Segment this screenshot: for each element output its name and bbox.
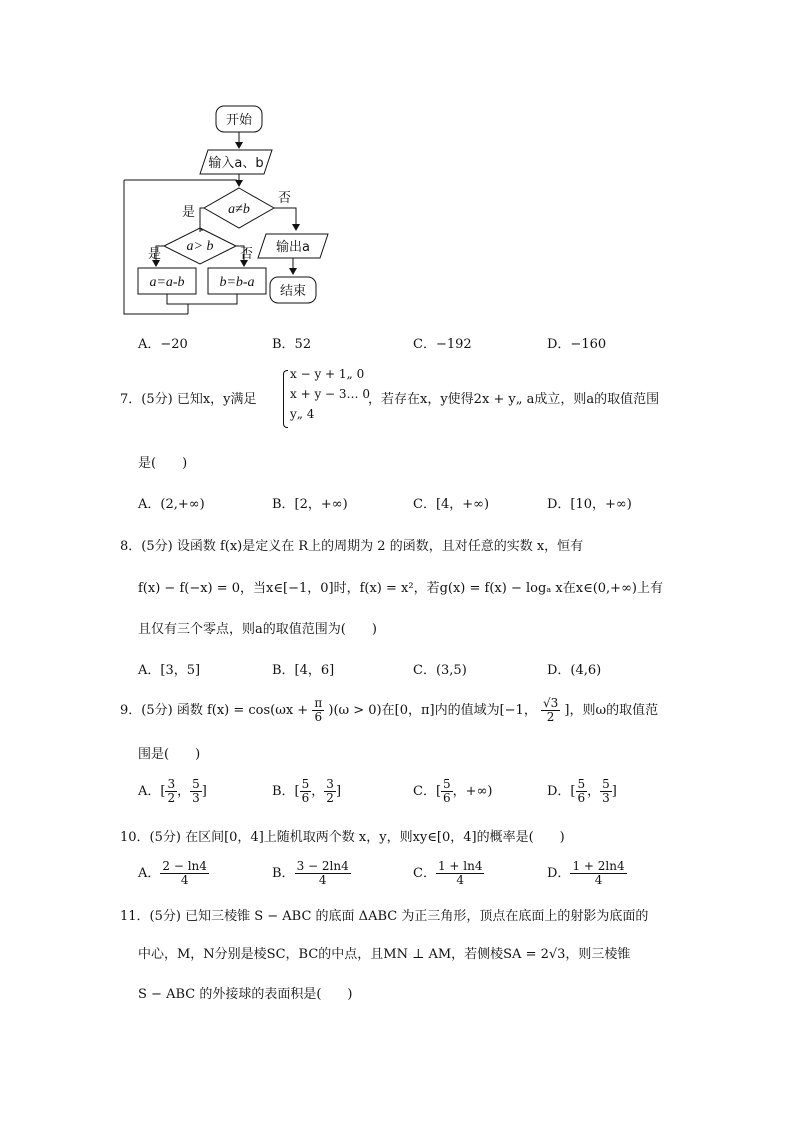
q9-option-a: A．[ $\frac{3}{2}$ ， $\frac{5}{3}$ ] <box>138 777 207 805</box>
q11-line1: 11．(5分) 已知三棱锥 S − ABC 的底面 ΔABC 为正三角形，顶点在底面上的射影为底面的 <box>120 909 649 924</box>
q8-option-a: A．[3，5] <box>138 663 201 678</box>
q10-b-num: 3 − 2ln4 <box>296 859 349 873</box>
q9-a-d2: 3 <box>192 791 200 805</box>
input-label: 输入a、b <box>208 156 264 171</box>
q10-line1: 10．(5分) 在区间[0，4]上随机取两个数 x，y，则xy∈[0，4]的概率是( ) <box>120 830 565 845</box>
no1-label: 否 <box>278 191 292 206</box>
q9-c-n1: 5 <box>443 777 451 791</box>
q9-prefix: 9．(5分) 函数 f(x) = cos(ωx + <box>120 703 309 718</box>
q7-sys-1: x − y + 1„ 0 <box>290 367 365 381</box>
q11-line3: S − ABC 的外接球的表面积是( ) <box>138 987 353 1002</box>
q9-b-d2: 2 <box>326 791 334 805</box>
q8-line3: 且仅有三个零点，则a的取值范围为( ) <box>138 622 377 637</box>
q9-a-frac2 <box>190 778 202 805</box>
yes1-label: 是 <box>182 205 196 220</box>
q9-line1 <box>120 694 658 728</box>
q10-a-num: 2 − ln4 <box>162 859 207 873</box>
q9-d-end: ] <box>611 784 617 799</box>
q7-option-c: C．[4，+∞) <box>413 497 490 512</box>
q9-d-frac1 <box>576 778 588 805</box>
q10-option-a <box>138 858 209 890</box>
q9-c-end: ，+∞) <box>452 784 493 799</box>
q9-mid: )(ω > 0)在[0，π]内的值域为[−1， <box>328 703 537 718</box>
q10-a-frac <box>160 860 209 887</box>
q10-d-frac <box>570 860 626 887</box>
q9-a-n2: 5 <box>192 777 200 791</box>
q7-option-a: A．(2,+∞) <box>138 497 205 512</box>
q8-line2: f(x) − f(−x) = 0，当x∈[−1，0]时，f(x) = x²，若g(x) = f(x) − logₐ x在x∈(0,+∞)上有 <box>138 581 663 596</box>
q9-a-end: ] <box>201 784 207 799</box>
q10-c-frac <box>436 860 485 887</box>
q6-option-b: B．52 <box>272 337 312 352</box>
q10-b-frac <box>295 860 351 887</box>
q9-b-label: B．[ <box>272 784 300 799</box>
q9-pi-over-6 <box>312 697 324 724</box>
q9-c-label: C．[ <box>413 784 442 799</box>
q9-sqrt3-over-2 <box>541 697 560 724</box>
q9-suffix: ]，则ω的取值范 <box>564 703 659 718</box>
q9-d-frac2 <box>600 778 612 805</box>
q6-option-c: C．−192 <box>413 337 472 352</box>
q8-option-b: B．[4，6] <box>272 663 335 678</box>
q7-brace <box>283 370 288 428</box>
q10-d-label: D． <box>547 866 571 881</box>
q10-c-num: 1 + ln4 <box>437 859 483 873</box>
q10-c-den: 4 <box>456 873 465 887</box>
q9-b-frac1 <box>300 778 312 805</box>
output-label: 输出a <box>276 240 310 255</box>
q7-prefix: 7．(5分) 已知x，y满足 <box>120 392 257 407</box>
flowchart <box>100 98 360 324</box>
end-label: 结束 <box>279 284 307 299</box>
q9-a-frac1 <box>165 778 177 805</box>
q10-d-num: 1 + 2ln4 <box>572 859 625 873</box>
cond1-label: a≠b <box>228 202 250 217</box>
q7-suffix: ，若存在x，y使得2x + y„ a成立，则a的取值范围 <box>368 392 660 407</box>
assign2-label: b=b-a <box>219 275 255 290</box>
q9-c-d1: 6 <box>443 791 451 805</box>
q7-sys-2: x + y − 3… 0 <box>290 387 370 401</box>
q10-b-den: 4 <box>318 873 327 887</box>
q7-system <box>290 364 370 424</box>
q6-option-a: A．−20 <box>138 337 188 352</box>
q10-d-den: 4 <box>594 873 603 887</box>
q9-two: 2 <box>546 710 555 724</box>
q9-line2: 围是( ) <box>138 747 201 762</box>
q7-option-b: B．[2，+∞) <box>272 497 348 512</box>
q9-b-end: ] <box>335 784 342 799</box>
q8-option-d: D．(4,6) <box>547 663 602 678</box>
q9-b-n2: 3 <box>326 777 334 791</box>
q10-option-b <box>272 858 351 890</box>
q7-sys-3: y„ 4 <box>290 407 315 421</box>
q9-pi: π <box>314 696 323 710</box>
q9-b-frac2 <box>324 778 336 805</box>
q9-a-label: A．[ <box>138 784 166 799</box>
no2-label: 否 <box>240 247 254 262</box>
q10-option-c <box>413 858 484 890</box>
q9-a-d1: 2 <box>167 791 176 805</box>
q9-a-n1: 3 <box>167 777 176 791</box>
q9-d-n2: 5 <box>602 777 610 791</box>
q8-option-c: C．(3,5) <box>413 663 467 678</box>
q9-option-b: B．[ $\frac{5}{6}$ ， $\frac{3}{2}$ ] <box>272 777 342 805</box>
q9-d-d2: 3 <box>602 791 610 805</box>
q9-b-d1: 6 <box>301 791 310 805</box>
q10-a-den: 4 <box>180 873 189 887</box>
q7-line2: 是( ) <box>138 456 188 471</box>
q10-a-label: A． <box>138 866 161 881</box>
yes2-label: 是 <box>148 247 162 262</box>
q9-sqrt3: √3 <box>542 696 559 710</box>
assign1-label: a=a-b <box>149 275 185 290</box>
q9-c-frac1 <box>441 778 453 805</box>
q10-b-label: B． <box>272 866 295 881</box>
q10-option-d <box>547 858 627 890</box>
q9-option-d: D．[ $\frac{5}{6}$ ， $\frac{5}{3}$ ] <box>547 777 617 805</box>
q9-b-n1: 5 <box>301 777 310 791</box>
q9-six: 6 <box>314 710 323 724</box>
q9-d-label: D．[ <box>547 784 576 799</box>
start-label: 开始 <box>225 113 253 128</box>
q7-option-d: D．[10，+∞) <box>547 497 632 512</box>
q10-c-label: C． <box>413 866 436 881</box>
q9-option-c <box>413 776 492 808</box>
q9-d-n1: 5 <box>577 777 586 791</box>
q9-d-d1: 6 <box>577 791 586 805</box>
cond2-label: a> b <box>186 239 214 254</box>
q6-option-d: D．−160 <box>547 337 607 352</box>
q8-line1: 8．(5分) 设函数 f(x)是定义在 R上的周期为 2 的函数，且对任意的实数 x，恒有 <box>120 539 584 554</box>
q11-line2: 中心，M，N分别是棱SC，BC的中点，且MN ⊥ AM，若侧棱SA = 2√3，则三棱锥 <box>138 947 631 962</box>
